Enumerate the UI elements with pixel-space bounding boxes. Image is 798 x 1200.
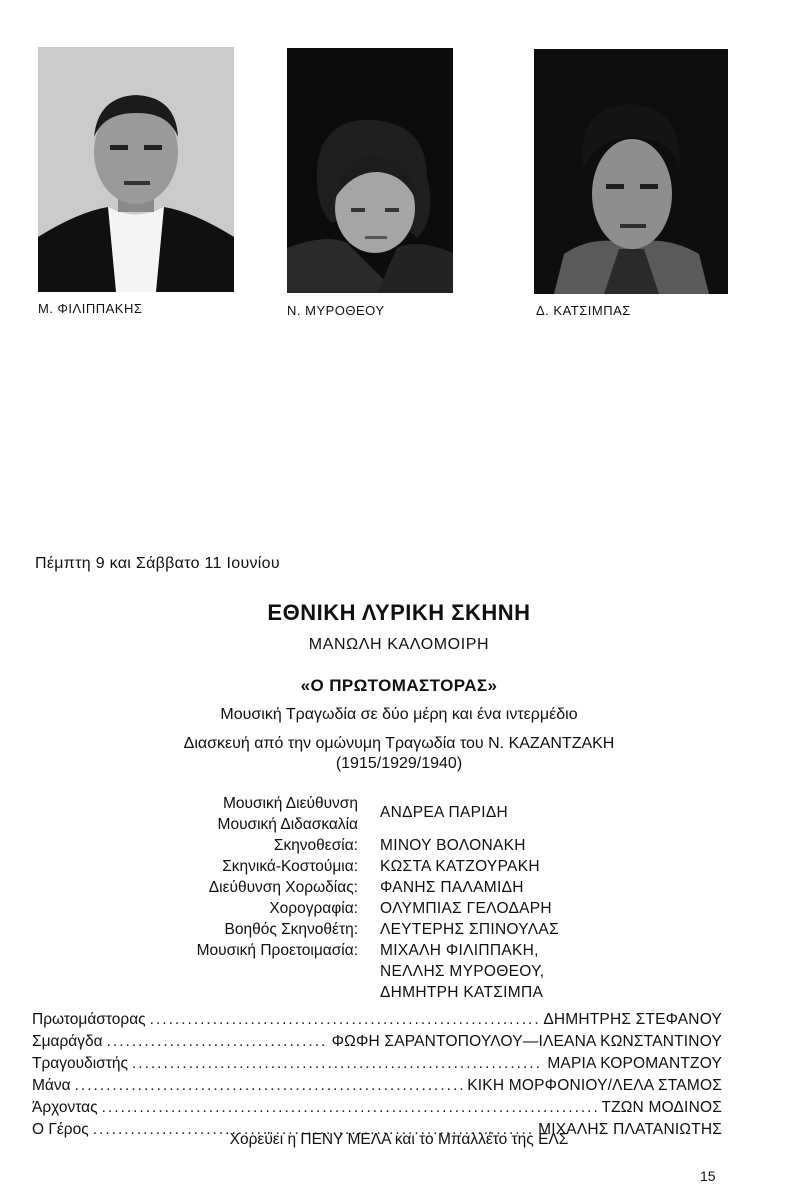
credit-name: ΝΕΛΛΗΣ ΜΥΡΟΘΕΟΥ,	[380, 963, 545, 980]
credit-name: ΔΗΜΗΤΡΗ ΚΑΤΣΙΜΠΑ	[380, 984, 544, 1001]
cast-singer: ΚΙΚΗ ΜΟΡΦΟΝΙΟΥ/ΛΕΛΑ ΣΤΑΜΟΣ	[467, 1077, 722, 1094]
credit-role: Σκηνοθεσία:	[273, 837, 358, 854]
credit-row	[0, 900, 798, 921]
page-number: 15	[700, 1168, 716, 1184]
dot-leader	[150, 1011, 540, 1029]
adaptation-note: Διασκευή από την ομώνυμη Τραγωδία του Ν. ΚΑΖΑΝΤΖΑΚΗ	[183, 735, 615, 752]
credit-row	[0, 804, 798, 837]
cast-row	[32, 1033, 722, 1055]
cast-row	[32, 1055, 722, 1077]
credit-name: ΟΛΥΜΠΙΑΣ ΓΕΛΟΔΑΡΗ	[380, 900, 552, 917]
photo-m-filippakis	[38, 47, 234, 292]
cast-row	[32, 1011, 722, 1033]
cast-singer: ΤΖΩΝ ΜΟΔΙΝΟΣ	[601, 1099, 722, 1116]
credit-row	[0, 984, 798, 1005]
photo-d-katsimpas	[534, 49, 728, 294]
dot-leader	[132, 1055, 543, 1073]
cast-row	[32, 1099, 722, 1121]
credit-row	[0, 879, 798, 900]
portrait-man-image	[38, 47, 234, 292]
credit-role: Μουσική Διδασκαλία	[217, 816, 358, 833]
credit-name: ΦΑΝΗΣ ΠΑΛΑΜΙΔΗ	[380, 879, 524, 896]
cast-role: Ο Γέρος	[32, 1121, 89, 1138]
credit-row	[0, 963, 798, 984]
credit-role: Σκηνικά-Κοστούμια:	[222, 858, 358, 875]
photo-caption: Μ. ΦΙΛΙΠΠΑΚΗΣ	[38, 301, 143, 316]
performance-date: Πέμπτη 9 και Σάββατο 11 Ιουνίου	[35, 555, 280, 572]
credit-role: Μουσική Προετοιμασία:	[196, 942, 358, 959]
cast-role: Μάνα	[32, 1077, 71, 1094]
cast-role: Τραγουδιστής	[32, 1055, 128, 1072]
credit-name: ΜΙΧΑΛΗ ΦΙΛΙΠΠΑΚΗ,	[380, 942, 539, 959]
credit-role: Βοηθός Σκηνοθέτη:	[224, 921, 358, 938]
credit-row	[0, 858, 798, 879]
cast-role: Πρωτομάστορας	[32, 1011, 146, 1028]
credit-row	[0, 921, 798, 942]
portrait-man-image	[534, 49, 728, 294]
cast-list	[32, 1011, 722, 1143]
dance-note: Χορεύει η ΠΕΝΥ ΜΕΛΑ και το Μπαλλέτο της ΕΛΣ	[229, 1131, 569, 1148]
credit-row	[0, 942, 798, 963]
photo-n-myrotheou	[287, 48, 453, 293]
credit-name: ΚΩΣΤΑ ΚΑΤΖΟΥΡΑΚΗ	[380, 858, 540, 875]
dot-leader	[102, 1099, 598, 1117]
portrait-woman-image	[287, 48, 453, 293]
photo-caption: Ν. ΜΥΡΟΘΕΟΥ	[287, 303, 385, 318]
credit-role: Μουσική Διεύθυνση	[222, 795, 358, 812]
credits-list	[0, 795, 798, 1005]
composer-name: ΜΑΝΩΛΗ ΚΑΛΟΜΟΙΡΗ	[308, 636, 490, 653]
cast-role: Άρχοντας	[32, 1099, 98, 1116]
credit-role: Διεύθυνση Χορωδίας:	[208, 879, 358, 896]
cast-role: Σμαράγδα	[32, 1033, 103, 1050]
cast-row	[32, 1077, 722, 1099]
work-subtitle: Μουσική Τραγωδία σε δύο μέρη και ένα ιντερμέδιο	[220, 706, 578, 723]
credit-row	[0, 837, 798, 858]
work-title: «Ο ΠΡΩΤΟΜΑΣΤΟΡΑΣ»	[300, 676, 498, 695]
credit-role: Χορογραφία:	[269, 900, 358, 917]
credit-name: ΛΕΥΤΕΡΗΣ ΣΠΙΝΟΥΛΑΣ	[380, 921, 559, 938]
cast-singer: ΔΗΜΗΤΡΗΣ ΣΤΕΦΑΝΟΥ	[543, 1011, 722, 1028]
credit-name: ΜΙΝΟΥ ΒΟΛΟΝΑΚΗ	[380, 837, 526, 854]
cast-singer: ΜΑΡΙΑ ΚΟΡΟΜΑΝΤΖΟΥ	[547, 1055, 722, 1072]
photo-caption: Δ. ΚΑΤΣΙΜΠΑΣ	[536, 303, 631, 318]
dot-leader	[75, 1077, 464, 1095]
credit-name: ΑΝΔΡΕΑ ΠΑΡΙΔΗ	[380, 804, 508, 821]
cast-singer: ΜΙΧΑΛΗΣ ΠΛΑΤΑΝΙΩΤΗΣ	[538, 1121, 722, 1138]
cast-singer: ΦΩΦΗ ΣΑΡΑΝΤΟΠΟΥΛΟΥ—ΙΛΕΑΝΑ ΚΩΝΣΤΑΝΤΙΝΟΥ	[331, 1033, 722, 1050]
years-note: (1915/1929/1940)	[335, 755, 463, 772]
company-name: ΕΘΝΙΚΗ ΛΥΡΙΚΗ ΣΚΗΝΗ	[267, 600, 531, 625]
dot-leader	[107, 1033, 328, 1051]
